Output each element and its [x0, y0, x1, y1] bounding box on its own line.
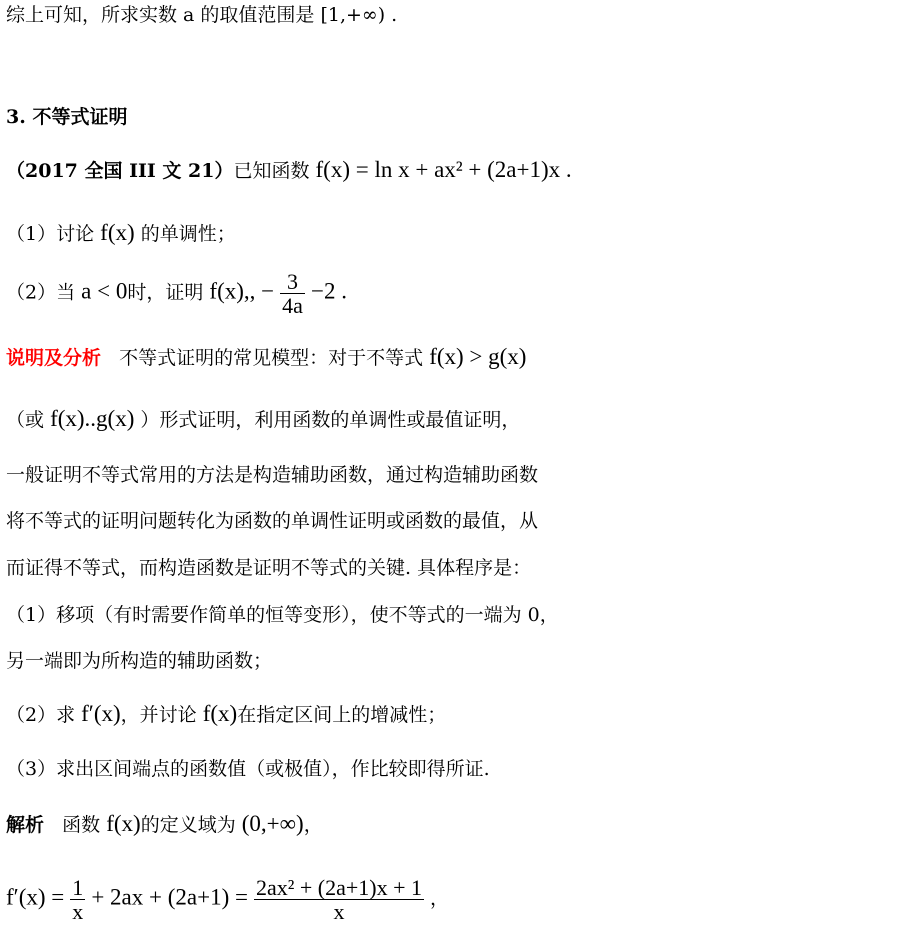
solution-line — [6, 810, 323, 838]
q2-fraction — [280, 270, 305, 317]
section-title-text: 3. 不等式证明 — [6, 106, 128, 128]
q1-text-a: 讨论 — [56, 223, 95, 245]
analysis-text-2a: （或 — [6, 409, 45, 431]
derivative-line — [6, 876, 449, 923]
q2-inequality: f(x),, − — [209, 278, 275, 304]
derivative-middle: + 2ax + (2a+1) = — [91, 884, 248, 910]
problem-source: （2017 全国 III 文 21） — [6, 160, 234, 182]
solution-text-a: 函数 — [62, 814, 101, 836]
problem-function: f(x) = ln x + ax² + (2a+1)x . — [315, 157, 572, 182]
section-title — [6, 106, 127, 129]
derivative-lhs: f′(x) = — [6, 884, 65, 910]
q2-tail: −2 . — [310, 278, 347, 304]
analysis-inequality: f(x) > g(x) — [429, 344, 527, 369]
q2-number: （2） — [6, 281, 57, 304]
conclusion-text: 综上可知，所求实数 a 的取值范围是 [1,+∞) . — [6, 4, 398, 26]
analysis-label: 说明及分析 — [6, 347, 102, 369]
q2-fraction-numerator: 3 — [280, 270, 305, 294]
step-2-text-b: ，并讨论 — [120, 704, 197, 726]
analysis-inequality-alt: f(x)..g(x) — [50, 406, 135, 431]
derivative-fraction-1 — [70, 876, 85, 923]
solution-domain: (0,+∞) — [241, 811, 304, 836]
analysis-text-1: 不等式证明的常见模型：对于不等式 — [119, 347, 424, 369]
derivative-fraction-1-numerator: 1 — [72, 875, 84, 900]
analysis-line-1 — [6, 343, 526, 371]
analysis-text-4: 将不等式的证明问题转化为函数的单调性证明或函数的最值，从 — [6, 510, 539, 532]
step-2-derivative: f′(x) — [81, 701, 121, 726]
q1-function: f(x) — [100, 220, 135, 245]
derivative-fraction-2-denominator: x — [333, 899, 345, 925]
derivative-fraction-1-denominator: x — [72, 899, 84, 925]
step-3-text: （3）求出区间端点的函数值（或极值），作比较即得所证. — [6, 758, 490, 780]
problem-intro: 已知函数 — [233, 160, 310, 182]
step-1-text-a: （1）移项（有时需要作简单的恒等变形），使不等式的一端为 0， — [6, 604, 559, 626]
solution-text-b: 的定义域为 — [140, 814, 236, 836]
step-1-text-b: 另一端即为所构造的辅助函数； — [6, 650, 273, 672]
derivative-fraction-2 — [254, 876, 424, 923]
step-1-line-a — [6, 604, 559, 627]
question-1 — [6, 219, 236, 247]
analysis-line-2 — [6, 405, 520, 433]
step-2-text-c: 在指定区间上的增减性； — [237, 704, 447, 726]
step-2-function: f(x) — [202, 701, 238, 726]
step-2-line — [6, 700, 446, 728]
derivative-tail: ， — [430, 887, 450, 910]
analysis-text-2b: ）形式证明，利用函数的单调性或最值证明， — [140, 409, 521, 431]
solution-label: 解析 — [6, 814, 45, 836]
q2-text-a: 当 — [56, 281, 76, 304]
step-3-line — [6, 758, 490, 781]
analysis-line-5 — [6, 557, 531, 580]
step-2-text-a: （2）求 — [6, 704, 76, 726]
analysis-text-5: 而证得不等式，而构造函数是证明不等式的关键. 具体程序是： — [6, 557, 532, 579]
question-2 — [6, 270, 347, 317]
analysis-text-3: 一般证明不等式常用的方法是构造辅助函数，通过构造辅助函数 — [6, 464, 539, 486]
solution-text-c: ， — [303, 814, 323, 836]
problem-statement — [6, 156, 572, 184]
q2-condition: a < 0 — [81, 278, 128, 304]
conclusion-line — [6, 4, 397, 27]
solution-function: f(x) — [106, 811, 141, 836]
analysis-line-3 — [6, 464, 538, 487]
q1-text-b: 的单调性； — [140, 223, 236, 245]
q1-number: （1） — [6, 223, 57, 245]
step-1-line-b — [6, 650, 272, 673]
derivative-fraction-2-numerator: 2ax² + (2a+1)x + 1 — [256, 875, 422, 900]
analysis-line-4 — [6, 510, 538, 533]
q2-fraction-denominator: 4a — [282, 293, 303, 319]
q2-text-b: 时，证明 — [127, 281, 204, 304]
